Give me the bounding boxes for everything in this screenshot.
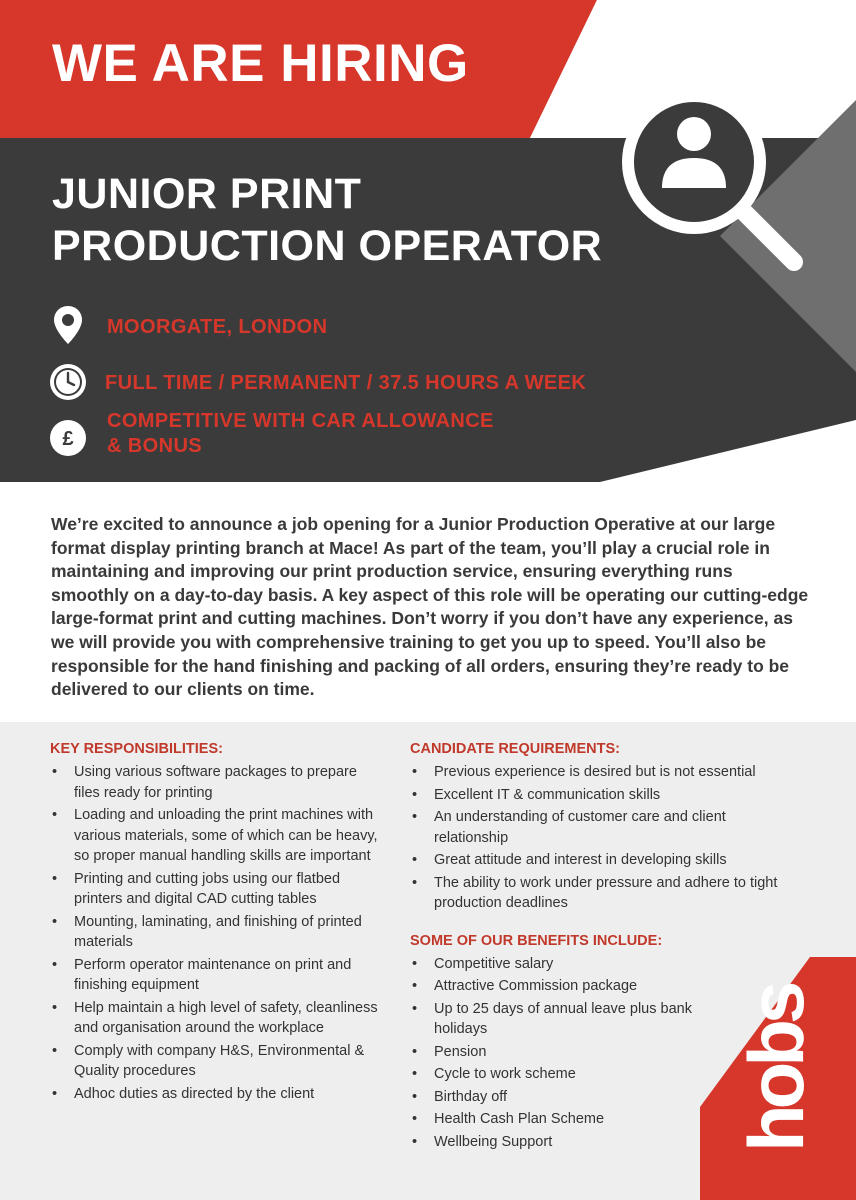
list-item: • Wellbeing Support [410, 1132, 800, 1153]
clock-icon [48, 362, 88, 402]
list-item: • Comply with company H&S, Environmental & Quality procedures [50, 1041, 385, 1082]
location-text: MOORGATE, LONDON [107, 316, 328, 338]
hobs-logo: hobs [732, 985, 820, 1152]
list-item: • Competitive salary [410, 954, 800, 975]
responsibilities-list [50, 762, 385, 1104]
list-item: • Health Cash Plan Scheme [410, 1109, 800, 1130]
list-item: • An understanding of customer care and client relationship [410, 807, 800, 848]
pound-symbol: £ [62, 428, 74, 450]
hiring-banner: WE ARE HIRING [52, 34, 469, 93]
benefits-heading: SOME OF OUR BENEFITS INCLUDE: [410, 932, 663, 949]
salary-text [107, 409, 494, 459]
list-item: • Pension [410, 1042, 800, 1063]
job-title [52, 168, 602, 272]
list-item: • Printing and cutting jobs using our flatbed printers and digital CAD cutting tables [50, 869, 385, 910]
list-item: • Excellent IT & communication skills [410, 785, 800, 806]
requirements-benefits-section [410, 740, 800, 1154]
list-item: • Birthday off [410, 1087, 800, 1108]
list-item: • Mounting, laminating, and finishing of printed materials [50, 912, 385, 953]
list-item: • Perform operator maintenance on print and finishing equipment [50, 955, 385, 996]
list-item: • The ability to work under pressure and adhere to tight production deadlines [410, 873, 800, 914]
location-row [48, 305, 88, 345]
job-title-line-1: JUNIOR PRINT [52, 170, 362, 218]
list-item: • Attractive Commission package [410, 976, 800, 997]
location-pin-icon [48, 305, 88, 345]
intro-paragraph: We’re excited to announce a job opening for a Junior Production Operative at our large format display printing branch at Mace! As part of the team, you’ll play a crucial role in maintaining and improving our print production service, ensuring everything runs smoothly on a day-to-day basis. A key aspect of this role will be operating our cutting-edge large-format print and cutting machines. Don’t worry if you don’t have any experience, as we will provide you with comprehensive training to get you up to speed. You’ll also be responsible for the hand finishing and packing of all orders, ensuring they’re ready to be delivered to our clients on time. [51, 514, 809, 700]
hours-row [48, 362, 88, 402]
salary-row [48, 418, 88, 458]
requirements-list [410, 762, 800, 914]
requirements-heading: CANDIDATE REQUIREMENTS: [410, 741, 620, 757]
list-item: • Help maintain a high level of safety, cleanliness and organisation around the workplace [50, 998, 385, 1039]
responsibilities-heading: KEY RESPONSIBILITIES: [50, 741, 223, 757]
list-item: • Cycle to work scheme [410, 1064, 800, 1085]
magnifier-person-icon [616, 86, 816, 286]
list-item: • Great attitude and interest in developing skills [410, 850, 800, 871]
hours-text: FULL TIME / PERMANENT / 37.5 HOURS A WEEK [105, 372, 587, 394]
benefits-list [410, 954, 800, 1153]
list-item: • Adhoc duties as directed by the client [50, 1084, 385, 1105]
list-item: • Up to 25 days of annual leave plus bank holidays [410, 999, 694, 1040]
salary-line-2: & BONUS [107, 435, 203, 457]
pound-icon [48, 418, 88, 458]
list-item: • Using various software packages to prepare files ready for printing [50, 762, 385, 803]
salary-line-1: COMPETITIVE WITH CAR ALLOWANCE [107, 410, 494, 432]
responsibilities-section [50, 740, 385, 1106]
job-title-line-2: PRODUCTION OPERATOR [52, 222, 603, 270]
list-item: • Previous experience is desired but is not essential [410, 762, 800, 783]
list-item: • Loading and unloading the print machines with various materials, some of which can be heavy, so proper manual handling skills are important [50, 805, 385, 867]
